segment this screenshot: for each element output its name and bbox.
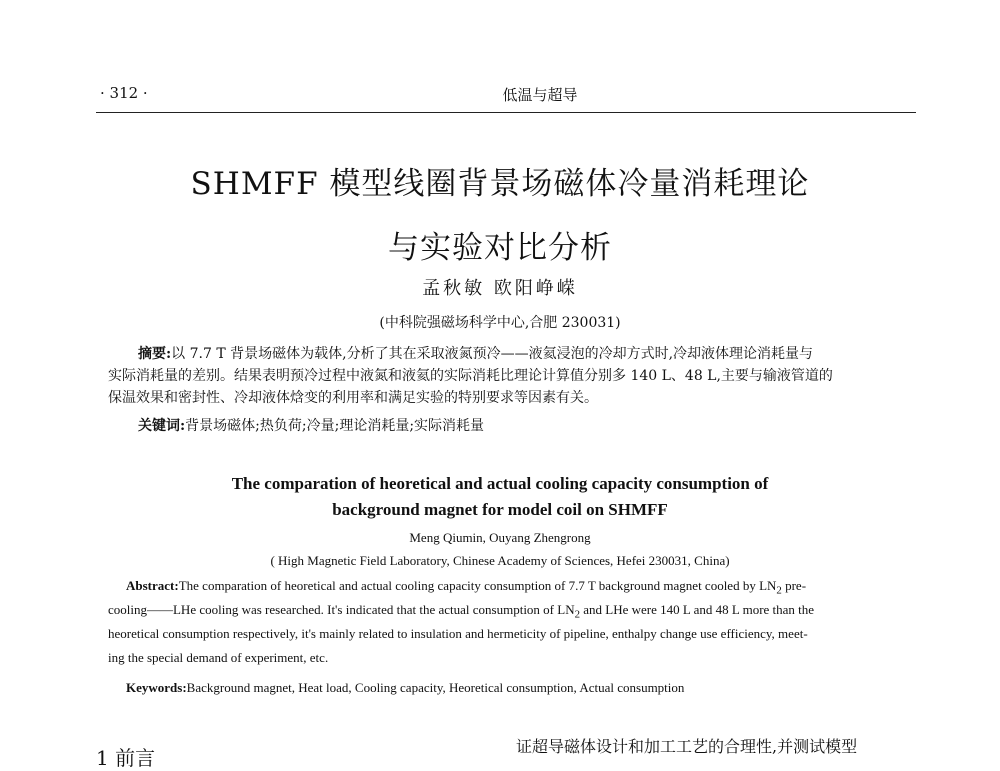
keywords-zh-label: 关键词:: [138, 418, 186, 434]
abstract-en-label: Abstract:: [126, 578, 179, 593]
abstract-en-line2: [108, 599, 814, 626]
header-rule: [96, 112, 916, 113]
abstract-en-line3: heoretical consumption respectively, it's mainly related to insulation and hermeticity of pipeline, enthalpy change use efficiency, meet-: [108, 626, 808, 641]
abstract-zh-line2: 实际消耗量的差别。结果表明预冷过程中液氮和液氦的实际消耗比理论计算值分别多 140 L、48 L,主要与输液管道的: [108, 368, 833, 384]
section-heading: 1 前言: [96, 746, 156, 770]
abstract-en-text2b: and LHe were 140 L and 48 L more than the: [580, 602, 815, 617]
abstract-zh-line1: [138, 343, 918, 365]
title-en-line1: The comparation of heoretical and actual cooling capacity consumption of: [231, 474, 769, 493]
abstract-en-text1a: The comparation of heoretical and actual cooling capacity consumption of 7.7 T background magnet cooled by LN: [178, 578, 777, 593]
affiliation-en: ( High Magnetic Field Laboratory, Chinese Academy of Sciences, Hefei 230031, China): [270, 553, 730, 568]
journal-name: 低温与超导: [502, 86, 578, 104]
abstract-en-line4: ing the special demand of experiment, etc.: [108, 650, 329, 665]
abstract-zh-line3: 保温效果和密封性、冷却液体焓变的利用率和满足实验的特别要求等因素有关。: [108, 390, 598, 406]
abstract-en-text2a: cooling——LHe cooling was researched. It's indicated that the actual consumption of LN: [108, 602, 575, 617]
subscript-2: 2: [574, 608, 581, 621]
title-zh-line1: SHMFF 模型线圈背景场磁体冷量消耗理论: [190, 166, 810, 202]
abstract-zh-text1: 以 7.7 T 背景场磁体为载体,分析了其在采取液氮预冷——液氦浸泡的冷却方式时,冷却液体理论消耗量与: [171, 346, 814, 362]
keywords-en-label: Keywords:: [126, 680, 187, 695]
authors-zh: 孟秋敏 欧阳峥嵘: [422, 278, 578, 299]
page-number: · 312 ·: [100, 84, 148, 102]
authors-en: Meng Qiumin, Ouyang Zhengrong: [409, 530, 591, 545]
keywords-zh: [138, 415, 484, 435]
title-en-line2: background magnet for model coil on SHMFF: [332, 500, 668, 519]
abstract-en-line1: [126, 575, 806, 602]
keywords-en: [126, 680, 684, 696]
abstract-en-text1b: pre-: [781, 578, 807, 593]
affiliation-zh: (中科院强磁场科学中心,合肥 230031): [379, 315, 621, 331]
subscript-2: 2: [776, 584, 782, 597]
abstract-zh-label: 摘要:: [138, 346, 172, 362]
keywords-en-text: Background magnet, Heat load, Cooling capacity, Heoretical consumption, Actual consumption: [186, 680, 685, 695]
title-zh-line2: 与实验对比分析: [388, 230, 612, 266]
body-text-fragment: 证超导磁体设计和加工工艺的合理性,并测试模型: [516, 737, 858, 756]
keywords-zh-text: 背景场磁体;热负荷;冷量;理论消耗量;实际消耗量: [185, 418, 485, 434]
